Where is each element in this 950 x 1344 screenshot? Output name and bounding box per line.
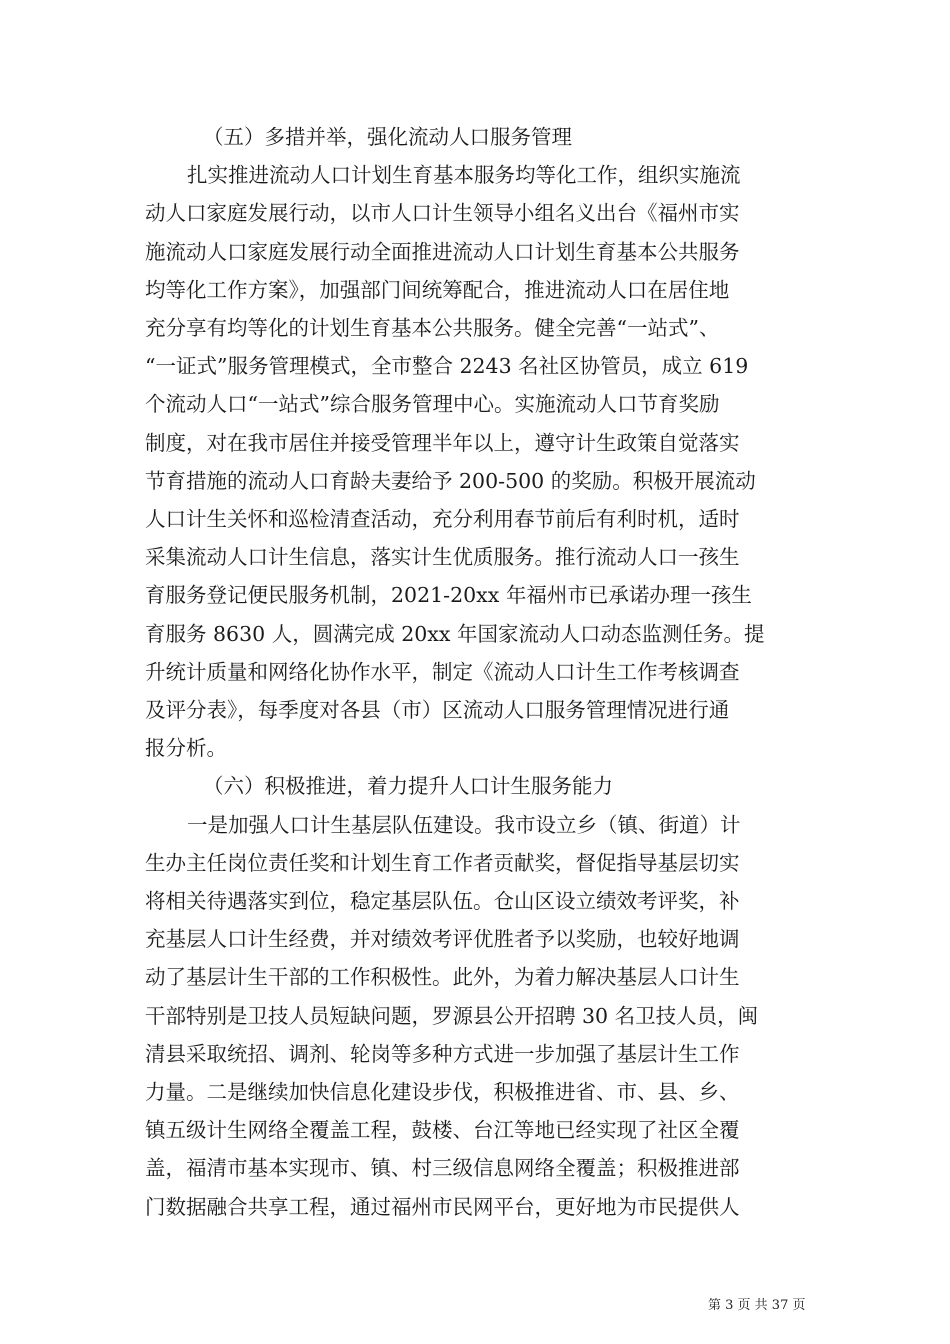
section-heading: （五）多措并举，强化流动人口服务管理 bbox=[203, 125, 572, 149]
section-heading: （六）积极推进，着力提升人口计生服务能力 bbox=[203, 774, 613, 799]
paragraph-line: 充基层人口计生经费，并对绩效考评优胜者予以奖励，也较好地调 bbox=[145, 927, 740, 952]
paragraph-line: 个流动人口“一站式”综合服务管理中心。实施流动人口节育奖励 bbox=[145, 392, 720, 417]
paragraph-line: 育服务 8630 人，圆满完成 20xx 年国家流动人口动态监测任务。提 bbox=[145, 621, 765, 646]
paragraph-line: 充分享有均等化的计划生育基本公共服务。健全完善“一站式”、 bbox=[145, 316, 720, 340]
paragraph-line: 盖，福清市基本实现市、镇、村三级信息网络全覆盖；积极推进部 bbox=[145, 1156, 740, 1181]
paragraph-line: 及评分表》，每季度对各县（市）区流动人口服务管理情况进行通 bbox=[145, 698, 730, 722]
paragraph-line: 均等化工作方案》，加强部门间统筹配合，推进流动人口在居住地 bbox=[145, 277, 730, 302]
paragraph-line: 报分析。 bbox=[145, 736, 227, 761]
paragraph-line: 施流动人口家庭发展行动全面推进流动人口计划生育基本公共服务 bbox=[145, 239, 740, 264]
paragraph-line: 制度，对在我市居住并接受管理半年以上，遵守计生政策自觉落实 bbox=[145, 430, 740, 455]
paragraph-line: 扎实推进流动人口计划生育基本服务均等化工作，组织实施流 bbox=[187, 163, 741, 188]
paragraph-line: 采集流动人口计生信息，落实计生优质服务。推行流动人口一孩生 bbox=[145, 545, 740, 570]
paragraph-line: 育服务登记便民服务机制，2021-20xx 年福州市已承诺办理一孩生 bbox=[145, 583, 752, 608]
page-number: 第 3 页 共 37 页 bbox=[708, 1298, 806, 1313]
paragraph-line: 升统计质量和网络化协作水平，制定《流动人口计生工作考核调查 bbox=[145, 659, 740, 684]
paragraph-line: 力量。二是继续加快信息化建设步伐，积极推进省、市、县、乡、 bbox=[145, 1080, 740, 1104]
paragraph-line: 门数据融合共享工程，通过福州市民网平台，更好地为市民提供人 bbox=[145, 1194, 740, 1219]
paragraph-line: 干部特别是卫技人员短缺问题，罗源县公开招聘 30 名卫技人员，闽 bbox=[145, 1003, 759, 1028]
paragraph-line: 清县采取统招、调剂、轮岗等多种方式进一步加强了基层计生工作 bbox=[145, 1041, 740, 1066]
paragraph-line: 生办主任岗位责任奖和计划生育工作者贡献奖，督促指导基层切实 bbox=[145, 850, 740, 875]
paragraph-line: 一是加强人口计生基层队伍建设。我市设立乡（镇、街道）计 bbox=[187, 812, 741, 837]
paragraph-line: 镇五级计生网络全覆盖工程，鼓楼、台江等地已经实现了社区全覆 bbox=[145, 1118, 740, 1143]
paragraph-line: 动人口家庭发展行动，以市人口计生领导小组名义出台《福州市实 bbox=[145, 201, 740, 226]
paragraph-line: 人口计生关怀和巡检清查活动，充分利用春节前后有利时机，适时 bbox=[145, 507, 740, 531]
paragraph-line: 节育措施的流动人口育龄夫妻给予 200-500 的奖励。积极开展流动 bbox=[145, 468, 756, 493]
paragraph-line: 将相关待遇落实到位，稳定基层队伍。仓山区设立绩效考评奖，补 bbox=[145, 889, 740, 913]
paragraph-line: 动了基层计生干部的工作积极性。此外，为着力解决基层人口计生 bbox=[145, 965, 740, 990]
paragraph-line: “一证式”服务管理模式，全市整合 2243 名社区协管员，成立 619 bbox=[145, 354, 749, 379]
